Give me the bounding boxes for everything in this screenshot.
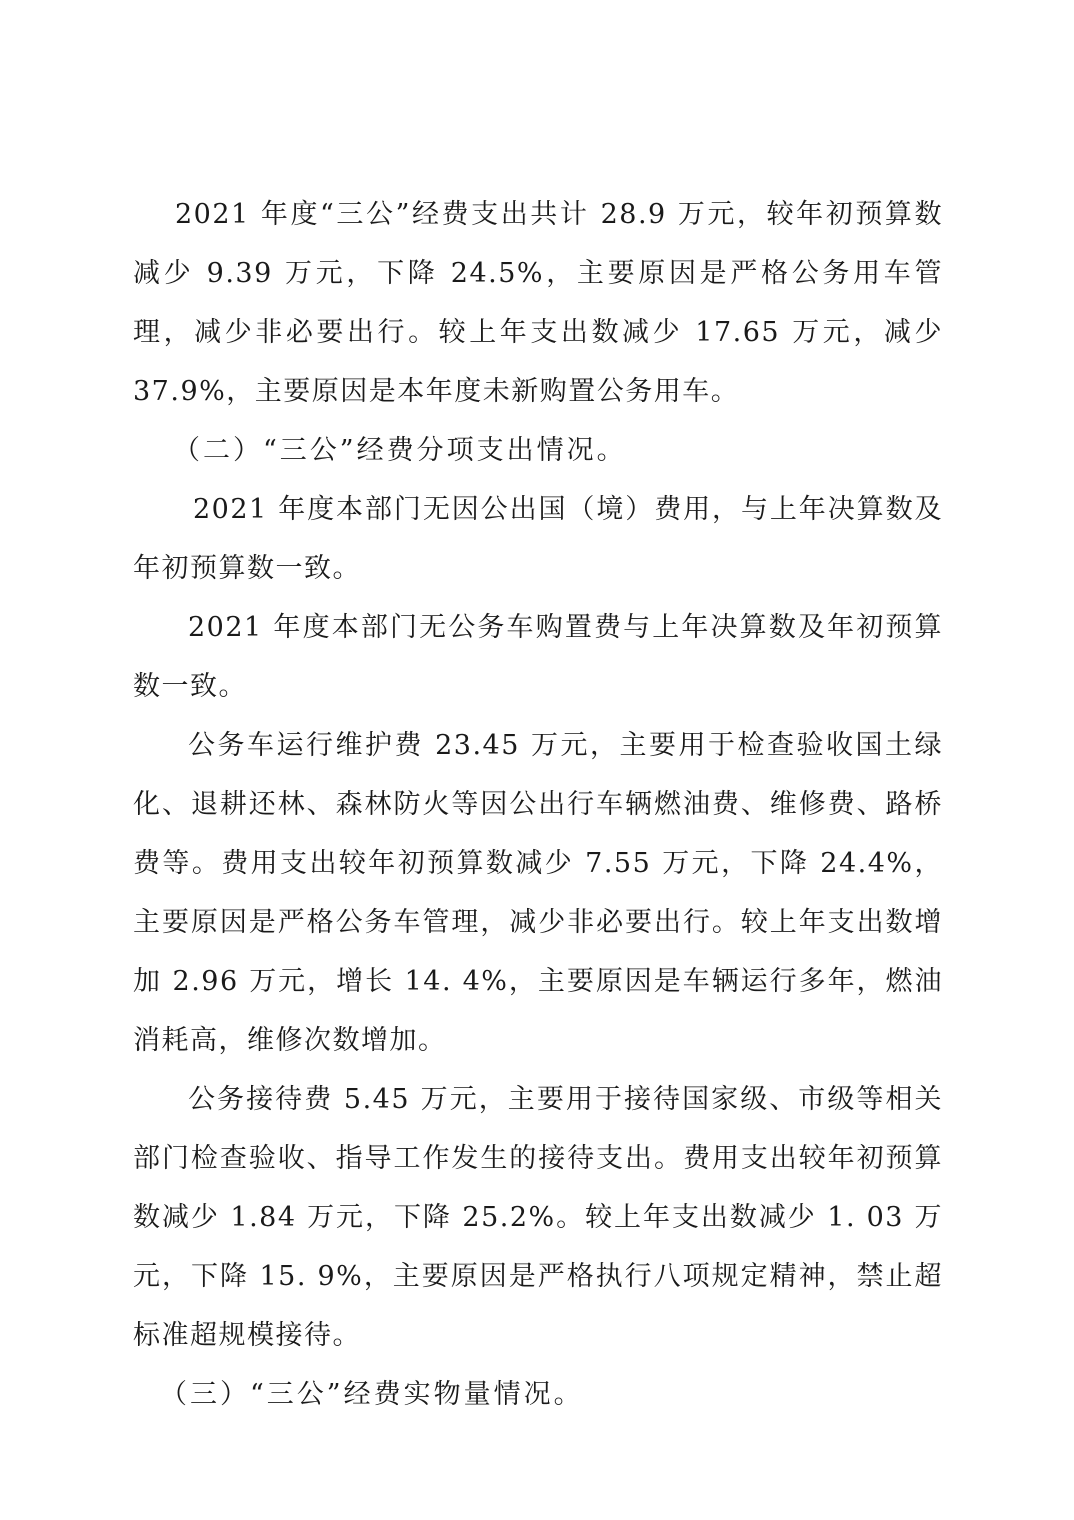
section-heading-itemized-expenses: （二）“三公”经费分项支出情况。 xyxy=(173,435,627,466)
paragraph-summary: 2021 年度“三公”经费支出共计 28.9 万元，较年初预算数减少 9.39 万元，下降 24.5%，主要原因是严格公务用车管理，减少非必要出行。较上年支出数减少 17.65 万元，减少 37.9%，主要原因是本年度未新购置公务用车。 xyxy=(133,199,943,407)
section-heading-physical-quantity: （三）“三公”经费实物量情况。 xyxy=(160,1379,584,1410)
paragraph-vehicle-maintenance: 公务车运行维护费 23.45 万元，主要用于检查验收国土绿化、退耕还林、森林防火等因公出行车辆燃油费、维修费、路桥费等。费用支出较年初预算数减少 7.55 万元，下降 24.4%，主要原因是严格公务车管理，减少非必要出行。较上年支出数增加 2.96 万元，增长 14. 4%，主要原因是车辆运行多年，燃油消耗高，维修次数增加。 xyxy=(133,730,943,1056)
paragraph-reception-expenses: 公务接待费 5.45 万元，主要用于接待国家级、市级等相关部门检查验收、指导工作发生的接待支出。费用支出较年初预算数减少 1.84 万元，下降 25.2%。较上年支出数减少 1. 03 万元，下降 15. 9%，主要原因是严格执行八项规定精神，禁止超标准超规模接待。 xyxy=(133,1084,943,1351)
paragraph-vehicle-purchase: 2021 年度本部门无公务车购置费与上年决算数及年初预算数一致。 xyxy=(133,612,943,702)
paragraph-overseas-travel: 2021 年度本部门无因公出国（境）费用，与上年决算数及年初预算数一致。 xyxy=(133,494,943,584)
document-body xyxy=(133,185,943,1424)
